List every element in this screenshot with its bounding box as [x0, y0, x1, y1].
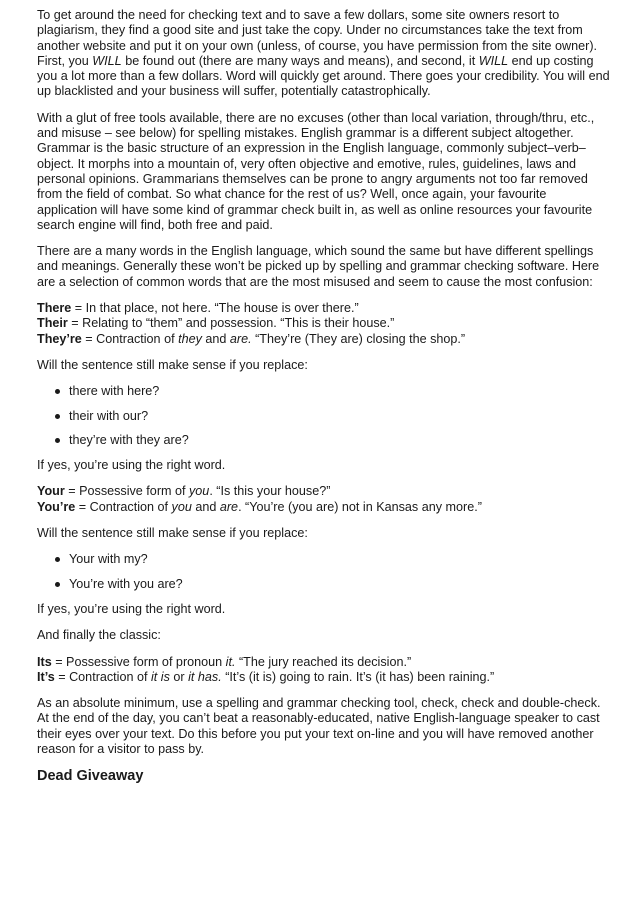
bullet-list-1 — [37, 384, 610, 448]
text: = Contraction of — [81, 331, 179, 346]
list-item — [55, 577, 610, 592]
definition-its — [37, 655, 610, 670]
text: and — [191, 499, 220, 514]
text: end up costing you a lot more than a few dollars. Word will quickly get around. There goes your credibility. You will end up blacklisted and your business will suffer, potentially catastrophically. — [37, 53, 610, 99]
term: They’re — [37, 331, 82, 346]
text: “The jury reached its decision.” — [235, 654, 412, 669]
term: Their — [37, 316, 68, 331]
text: be found out (there are many ways and means), and second, it — [121, 53, 479, 68]
definitions-your — [37, 484, 610, 515]
term: It’s — [37, 669, 55, 684]
definition-their — [37, 316, 610, 331]
list-item-text: You’re with you are? — [69, 576, 183, 591]
emphasis: it is — [151, 669, 170, 684]
text: = Contraction of — [54, 669, 151, 684]
emphasis: you — [171, 499, 192, 514]
text: = Possessive form of pronoun — [51, 654, 226, 669]
definitions-its — [37, 655, 610, 686]
term: You’re — [37, 499, 76, 514]
bullet-icon — [55, 438, 60, 443]
emphasis: are. — [229, 331, 252, 346]
list-item-text: Your with my? — [69, 552, 148, 567]
list-item — [55, 433, 610, 448]
list-item-text: they’re with they are? — [69, 432, 189, 447]
paragraph-closing: As an absolute minimum, use a spelling and grammar checking tool, check, check and double-check. At the end of the day, you can’t beat a reasonably-educated, native English-language speaker to cast their eyes over your text. Do this before you put your text on-line and you will have removed another reason for a visitor to pass by. — [37, 696, 601, 756]
paragraph-grammar: With a glut of free tools available, there are no excuses (other than local variation, through/thru, etc., and misuse – see below) for spelling mistakes. English grammar is a different subject altogether. Grammar is the basic structure of an expression in the English language, commonly subject–verb–object. It morphs into a mountain of, very often objective and emotive, rules, guidelines, laws and personal opinions. Grammarians themselves can be prone to angry arguments not too far removed from the field of combat. So what chance for the rest of us? Well, once again, your favourite application will have some kind of grammar check built in, as well as online resources your favourite search engine will find, both free and paid. — [37, 110, 595, 232]
list-item-text: their with our? — [69, 408, 149, 423]
list-item-text: there with here? — [69, 384, 160, 399]
term: There — [37, 301, 72, 316]
paragraph-plagiarism — [37, 8, 610, 100]
answer-2: If yes, you’re using the right word. — [37, 601, 226, 616]
definition-your — [37, 484, 610, 499]
classic-intro: And finally the classic: — [37, 628, 161, 643]
bullet-icon — [55, 389, 60, 394]
text: “They’re (They are) closing the shop.” — [251, 331, 466, 346]
term: Its — [37, 654, 52, 669]
bullet-icon — [55, 557, 60, 562]
text: . “Is this your house?” — [209, 484, 331, 499]
text: To get around the need for checking text and to save a few dollars, some site owners resort to plagiarism, they find a good site and just take the copy. Under no circumstances take the text from another website and put it on your own (unless, of course, you have permission from the site owner). First, you — [37, 8, 598, 68]
text: = Possessive form of — [64, 484, 189, 499]
text: “It’s (it is) going to rain. It’s (it has) been raining.” — [221, 669, 495, 684]
section-heading: Dead Giveaway — [37, 768, 144, 785]
question-1: Will the sentence still make sense if you replace: — [37, 357, 308, 372]
text: or — [169, 669, 189, 684]
emphasis: it. — [225, 654, 236, 669]
emphasis: WILL — [92, 53, 122, 68]
emphasis: WILL — [478, 53, 509, 68]
bullet-icon — [55, 582, 60, 587]
answer-1: If yes, you’re using the right word. — [37, 458, 226, 473]
definition-there — [37, 301, 610, 316]
text: and — [201, 331, 230, 346]
emphasis: they — [178, 331, 202, 346]
definitions-there — [37, 301, 610, 347]
text: . “You’re (you are) not in Kansas any more.” — [238, 499, 482, 514]
emphasis: are — [219, 499, 239, 514]
list-item — [55, 552, 610, 567]
definition-youre — [37, 500, 610, 515]
paragraph-homophones: There are a many words in the English language, which sound the same but have different spellings and meanings. Generally these won’t be picked up by spelling and grammar checking software. Here are a selection of common words that are the most misused and seem to cause the most confusion: — [37, 244, 600, 289]
list-item — [55, 409, 610, 424]
question-2: Will the sentence still make sense if you replace: — [37, 526, 308, 541]
emphasis: you — [189, 484, 210, 499]
definition-it-is — [37, 670, 610, 685]
text: = Contraction of — [75, 499, 172, 514]
emphasis: it has. — [188, 669, 222, 684]
definition: = In that place, not here. “The house is over there.” — [71, 301, 359, 316]
definition-theyre — [37, 332, 610, 347]
list-item — [55, 384, 610, 399]
bullet-list-2 — [37, 552, 610, 592]
definition: = Relating to “them” and possession. “This is their house.” — [67, 316, 395, 331]
term: Your — [37, 484, 65, 499]
bullet-icon — [55, 414, 60, 419]
